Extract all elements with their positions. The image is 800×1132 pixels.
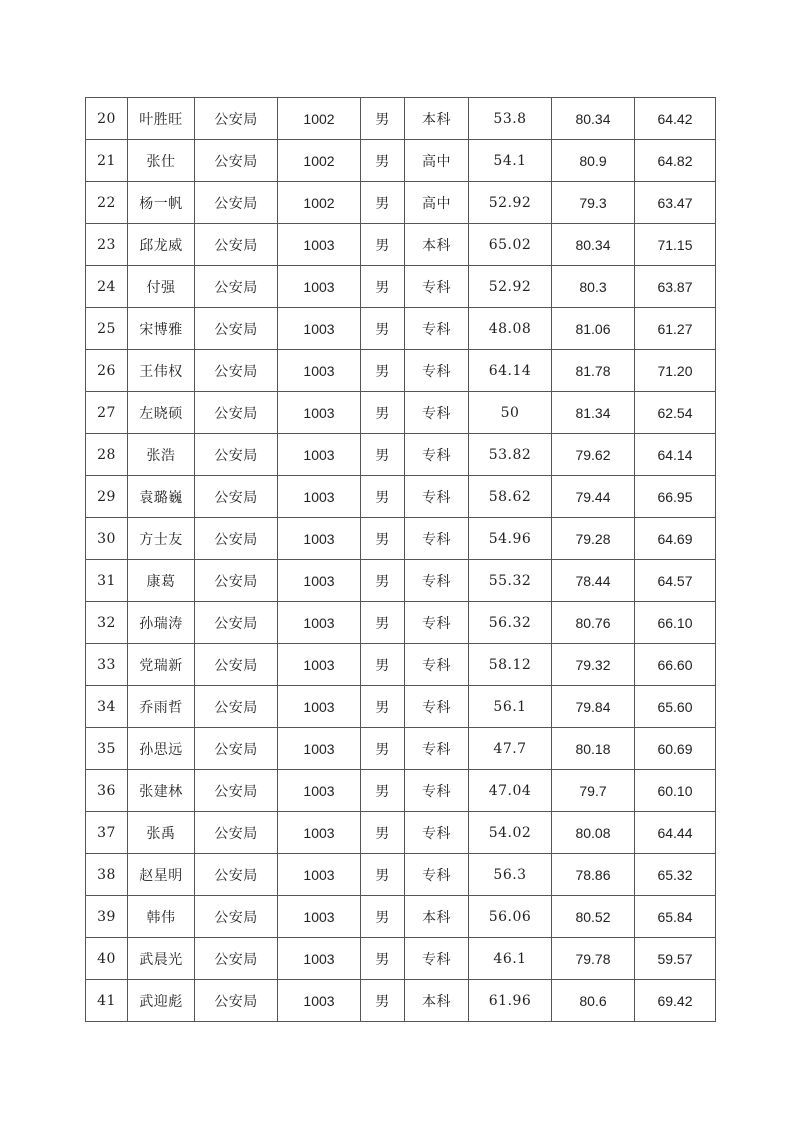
cell-education: 高中 — [405, 182, 469, 224]
cell-education: 专科 — [405, 854, 469, 896]
table-row — [86, 182, 716, 224]
cell-gender: 男 — [361, 770, 405, 812]
cell-total-score: 65.84 — [635, 896, 716, 938]
cell-interview-score: 78.86 — [552, 854, 635, 896]
cell-number: 30 — [86, 518, 128, 560]
cell-education: 专科 — [405, 266, 469, 308]
table-row — [86, 980, 716, 1022]
cell-unit: 公安局 — [195, 476, 278, 518]
cell-unit: 公安局 — [195, 770, 278, 812]
cell-position-code: 1003 — [278, 812, 361, 854]
cell-number: 41 — [86, 980, 128, 1022]
cell-written-score: 52.92 — [469, 266, 552, 308]
cell-unit: 公安局 — [195, 350, 278, 392]
cell-gender: 男 — [361, 476, 405, 518]
cell-written-score: 65.02 — [469, 224, 552, 266]
cell-name: 邱龙威 — [128, 224, 195, 266]
cell-total-score: 64.69 — [635, 518, 716, 560]
cell-written-score: 54.02 — [469, 812, 552, 854]
cell-position-code: 1002 — [278, 98, 361, 140]
cell-total-score: 65.60 — [635, 686, 716, 728]
cell-unit: 公安局 — [195, 560, 278, 602]
cell-position-code: 1003 — [278, 518, 361, 560]
cell-position-code: 1003 — [278, 602, 361, 644]
table-row — [86, 854, 716, 896]
cell-number: 40 — [86, 938, 128, 980]
table-row — [86, 98, 716, 140]
table-row — [86, 770, 716, 812]
cell-total-score: 64.44 — [635, 812, 716, 854]
cell-interview-score: 79.62 — [552, 434, 635, 476]
cell-unit: 公安局 — [195, 98, 278, 140]
cell-interview-score: 79.44 — [552, 476, 635, 518]
cell-gender: 男 — [361, 560, 405, 602]
cell-name: 张禹 — [128, 812, 195, 854]
cell-interview-score: 79.3 — [552, 182, 635, 224]
cell-unit: 公安局 — [195, 518, 278, 560]
cell-number: 37 — [86, 812, 128, 854]
table-row — [86, 896, 716, 938]
table-row — [86, 392, 716, 434]
cell-written-score: 48.08 — [469, 308, 552, 350]
cell-position-code: 1003 — [278, 308, 361, 350]
cell-gender: 男 — [361, 434, 405, 476]
table-row — [86, 140, 716, 182]
cell-name: 张建林 — [128, 770, 195, 812]
cell-total-score: 64.57 — [635, 560, 716, 602]
cell-name: 叶胜旺 — [128, 98, 195, 140]
cell-interview-score: 78.44 — [552, 560, 635, 602]
cell-position-code: 1003 — [278, 686, 361, 728]
cell-written-score: 58.62 — [469, 476, 552, 518]
cell-gender: 男 — [361, 350, 405, 392]
cell-name: 方士友 — [128, 518, 195, 560]
cell-total-score: 71.15 — [635, 224, 716, 266]
cell-gender: 男 — [361, 980, 405, 1022]
cell-unit: 公安局 — [195, 728, 278, 770]
cell-name: 左晓硕 — [128, 392, 195, 434]
cell-interview-score: 79.7 — [552, 770, 635, 812]
cell-name: 党瑞新 — [128, 644, 195, 686]
cell-position-code: 1003 — [278, 392, 361, 434]
cell-position-code: 1003 — [278, 560, 361, 602]
cell-name: 孙瑞涛 — [128, 602, 195, 644]
cell-written-score: 47.7 — [469, 728, 552, 770]
cell-gender: 男 — [361, 602, 405, 644]
cell-education: 专科 — [405, 602, 469, 644]
cell-gender: 男 — [361, 518, 405, 560]
cell-total-score: 66.60 — [635, 644, 716, 686]
table-row — [86, 938, 716, 980]
cell-position-code: 1003 — [278, 980, 361, 1022]
cell-written-score: 52.92 — [469, 182, 552, 224]
cell-written-score: 58.12 — [469, 644, 552, 686]
cell-education: 本科 — [405, 224, 469, 266]
cell-education: 专科 — [405, 308, 469, 350]
cell-education: 本科 — [405, 896, 469, 938]
cell-unit: 公安局 — [195, 686, 278, 728]
cell-interview-score: 81.06 — [552, 308, 635, 350]
cell-education: 本科 — [405, 98, 469, 140]
cell-number: 20 — [86, 98, 128, 140]
cell-name: 袁璐巍 — [128, 476, 195, 518]
cell-number: 29 — [86, 476, 128, 518]
cell-gender: 男 — [361, 728, 405, 770]
cell-written-score: 50 — [469, 392, 552, 434]
cell-education: 专科 — [405, 350, 469, 392]
table-body — [86, 98, 716, 1022]
cell-gender: 男 — [361, 392, 405, 434]
cell-written-score: 46.1 — [469, 938, 552, 980]
cell-written-score: 56.32 — [469, 602, 552, 644]
score-table — [85, 97, 716, 1022]
table-row — [86, 518, 716, 560]
cell-number: 38 — [86, 854, 128, 896]
cell-unit: 公安局 — [195, 602, 278, 644]
cell-education: 专科 — [405, 560, 469, 602]
cell-interview-score: 79.28 — [552, 518, 635, 560]
table-row — [86, 308, 716, 350]
cell-unit: 公安局 — [195, 266, 278, 308]
cell-position-code: 1003 — [278, 728, 361, 770]
cell-position-code: 1003 — [278, 434, 361, 476]
cell-total-score: 65.32 — [635, 854, 716, 896]
cell-interview-score: 80.9 — [552, 140, 635, 182]
cell-name: 康葛 — [128, 560, 195, 602]
cell-written-score: 56.06 — [469, 896, 552, 938]
table-row — [86, 224, 716, 266]
cell-education: 专科 — [405, 434, 469, 476]
cell-gender: 男 — [361, 686, 405, 728]
cell-unit: 公安局 — [195, 392, 278, 434]
cell-unit: 公安局 — [195, 644, 278, 686]
cell-interview-score: 80.3 — [552, 266, 635, 308]
cell-number: 22 — [86, 182, 128, 224]
cell-written-score: 53.82 — [469, 434, 552, 476]
cell-unit: 公安局 — [195, 140, 278, 182]
cell-name: 武迎彪 — [128, 980, 195, 1022]
cell-name: 张浩 — [128, 434, 195, 476]
cell-position-code: 1002 — [278, 140, 361, 182]
cell-number: 34 — [86, 686, 128, 728]
table-row — [86, 560, 716, 602]
cell-gender: 男 — [361, 938, 405, 980]
cell-total-score: 63.47 — [635, 182, 716, 224]
cell-gender: 男 — [361, 98, 405, 140]
cell-number: 26 — [86, 350, 128, 392]
table-row — [86, 686, 716, 728]
cell-position-code: 1003 — [278, 938, 361, 980]
cell-total-score: 66.10 — [635, 602, 716, 644]
cell-written-score: 64.14 — [469, 350, 552, 392]
cell-unit: 公安局 — [195, 896, 278, 938]
cell-total-score: 69.42 — [635, 980, 716, 1022]
cell-written-score: 54.1 — [469, 140, 552, 182]
cell-name: 王伟权 — [128, 350, 195, 392]
cell-unit: 公安局 — [195, 308, 278, 350]
cell-position-code: 1003 — [278, 350, 361, 392]
cell-name: 赵星明 — [128, 854, 195, 896]
cell-written-score: 54.96 — [469, 518, 552, 560]
table-row — [86, 728, 716, 770]
cell-number: 31 — [86, 560, 128, 602]
cell-written-score: 56.1 — [469, 686, 552, 728]
cell-position-code: 1003 — [278, 476, 361, 518]
cell-interview-score: 79.78 — [552, 938, 635, 980]
table-row — [86, 350, 716, 392]
table-row — [86, 266, 716, 308]
cell-position-code: 1003 — [278, 854, 361, 896]
cell-position-code: 1003 — [278, 770, 361, 812]
cell-gender: 男 — [361, 140, 405, 182]
cell-position-code: 1002 — [278, 182, 361, 224]
cell-number: 32 — [86, 602, 128, 644]
cell-total-score: 64.14 — [635, 434, 716, 476]
cell-interview-score: 79.84 — [552, 686, 635, 728]
cell-name: 杨一帆 — [128, 182, 195, 224]
cell-position-code: 1003 — [278, 266, 361, 308]
cell-written-score: 47.04 — [469, 770, 552, 812]
cell-number: 25 — [86, 308, 128, 350]
cell-name: 张仕 — [128, 140, 195, 182]
table-row — [86, 812, 716, 854]
cell-gender: 男 — [361, 896, 405, 938]
cell-total-score: 61.27 — [635, 308, 716, 350]
table-row — [86, 476, 716, 518]
cell-interview-score: 79.32 — [552, 644, 635, 686]
cell-education: 专科 — [405, 476, 469, 518]
cell-interview-score: 80.34 — [552, 98, 635, 140]
cell-education: 高中 — [405, 140, 469, 182]
cell-number: 35 — [86, 728, 128, 770]
cell-total-score: 60.69 — [635, 728, 716, 770]
cell-gender: 男 — [361, 812, 405, 854]
cell-written-score: 53.8 — [469, 98, 552, 140]
cell-education: 专科 — [405, 812, 469, 854]
cell-written-score: 56.3 — [469, 854, 552, 896]
cell-education: 专科 — [405, 938, 469, 980]
cell-education: 专科 — [405, 686, 469, 728]
cell-total-score: 71.20 — [635, 350, 716, 392]
cell-position-code: 1003 — [278, 644, 361, 686]
cell-number: 36 — [86, 770, 128, 812]
cell-interview-score: 81.78 — [552, 350, 635, 392]
cell-unit: 公安局 — [195, 182, 278, 224]
cell-total-score: 62.54 — [635, 392, 716, 434]
cell-gender: 男 — [361, 182, 405, 224]
cell-gender: 男 — [361, 644, 405, 686]
cell-name: 孙思远 — [128, 728, 195, 770]
cell-number: 21 — [86, 140, 128, 182]
cell-number: 28 — [86, 434, 128, 476]
cell-position-code: 1003 — [278, 224, 361, 266]
cell-interview-score: 80.76 — [552, 602, 635, 644]
cell-name: 乔雨哲 — [128, 686, 195, 728]
cell-interview-score: 81.34 — [552, 392, 635, 434]
cell-number: 23 — [86, 224, 128, 266]
cell-interview-score: 80.52 — [552, 896, 635, 938]
cell-interview-score: 80.08 — [552, 812, 635, 854]
cell-total-score: 64.82 — [635, 140, 716, 182]
cell-education: 专科 — [405, 770, 469, 812]
cell-name: 武晨光 — [128, 938, 195, 980]
cell-position-code: 1003 — [278, 896, 361, 938]
cell-gender: 男 — [361, 308, 405, 350]
cell-total-score: 59.57 — [635, 938, 716, 980]
cell-gender: 男 — [361, 266, 405, 308]
cell-name: 宋博雅 — [128, 308, 195, 350]
table-row — [86, 602, 716, 644]
cell-gender: 男 — [361, 224, 405, 266]
cell-total-score: 64.42 — [635, 98, 716, 140]
table-row — [86, 644, 716, 686]
cell-name: 付强 — [128, 266, 195, 308]
cell-unit: 公安局 — [195, 854, 278, 896]
cell-unit: 公安局 — [195, 938, 278, 980]
cell-written-score: 61.96 — [469, 980, 552, 1022]
cell-unit: 公安局 — [195, 224, 278, 266]
cell-interview-score: 80.34 — [552, 224, 635, 266]
cell-unit: 公安局 — [195, 812, 278, 854]
cell-education: 专科 — [405, 392, 469, 434]
cell-education: 本科 — [405, 980, 469, 1022]
cell-number: 24 — [86, 266, 128, 308]
cell-written-score: 55.32 — [469, 560, 552, 602]
cell-gender: 男 — [361, 854, 405, 896]
cell-education: 专科 — [405, 518, 469, 560]
cell-unit: 公安局 — [195, 980, 278, 1022]
cell-total-score: 60.10 — [635, 770, 716, 812]
table-row — [86, 434, 716, 476]
cell-number: 33 — [86, 644, 128, 686]
cell-unit: 公安局 — [195, 434, 278, 476]
cell-number: 27 — [86, 392, 128, 434]
cell-interview-score: 80.6 — [552, 980, 635, 1022]
cell-education: 专科 — [405, 728, 469, 770]
cell-interview-score: 80.18 — [552, 728, 635, 770]
cell-total-score: 63.87 — [635, 266, 716, 308]
cell-name: 韩伟 — [128, 896, 195, 938]
cell-education: 专科 — [405, 644, 469, 686]
cell-number: 39 — [86, 896, 128, 938]
cell-total-score: 66.95 — [635, 476, 716, 518]
